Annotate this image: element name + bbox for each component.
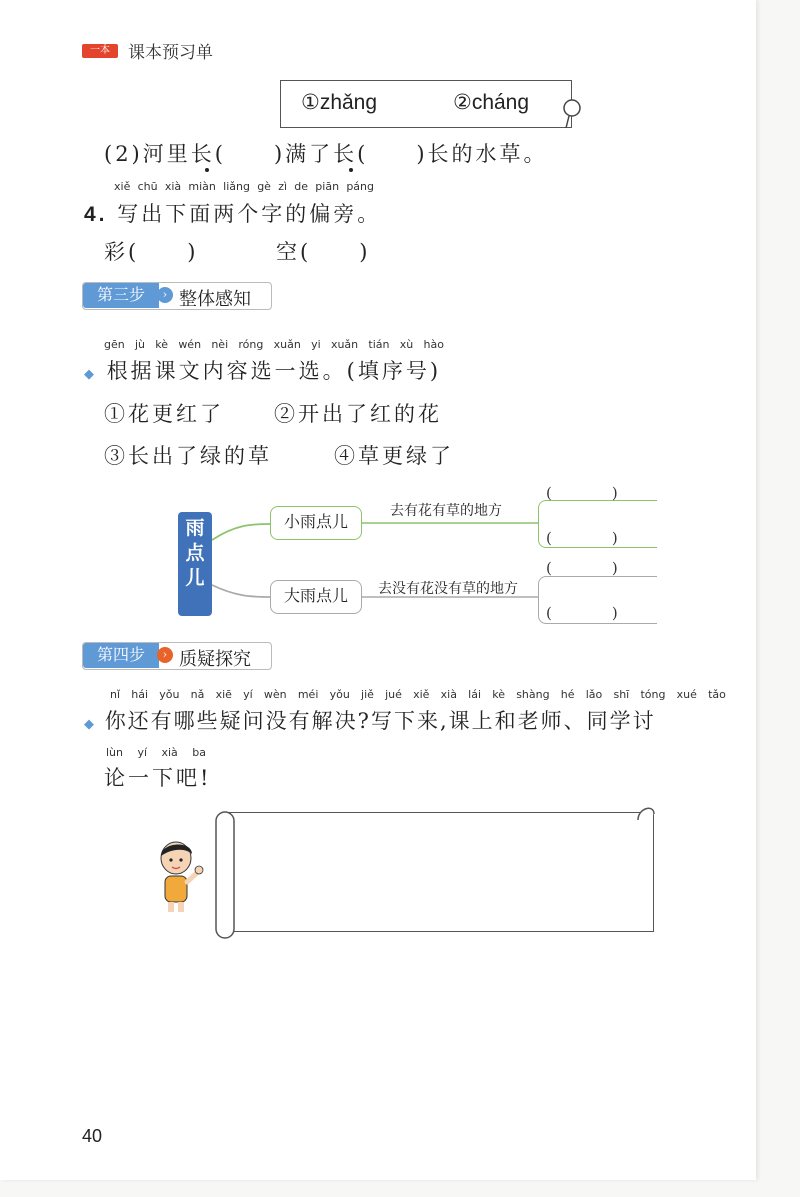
pinyin: yi [311, 338, 321, 351]
answer-blank: ( ) [546, 484, 618, 502]
pinyin: kè [155, 338, 169, 351]
pinyin: yí [137, 746, 148, 759]
diagram-dest-2: 去没有花没有草的地方 [378, 580, 518, 596]
pinyin: lái [468, 688, 482, 701]
diagram-node-small-raindrop: 小雨点儿 [270, 506, 362, 540]
pinyin: jué [385, 688, 402, 701]
pinyin: méi [297, 688, 319, 701]
pinyin: lǎo [585, 688, 603, 701]
diagram-root-node [178, 512, 212, 616]
pinyin: tǎo [708, 688, 726, 701]
pinyin: shàng [516, 688, 550, 701]
pinyin: xià [161, 746, 178, 759]
choice-option-4: ④草更绿了 [334, 444, 454, 468]
question-number: 4. [84, 203, 108, 226]
pinyin: xià [164, 180, 182, 193]
pinyin: hé [560, 688, 575, 701]
pinyin: xuǎn [330, 338, 359, 351]
answer-blank: ( ) [546, 529, 618, 547]
pinyin: liǎng [223, 180, 250, 193]
pinyin: wén [178, 338, 202, 351]
choice-option-1: ①花更红了 [104, 402, 224, 426]
step-4-question-line-1 [84, 705, 656, 735]
page-header-title: 课本预习单 [128, 43, 213, 62]
pinyin: nèi [211, 338, 229, 351]
diamond-bullet-icon: ◆ [84, 367, 97, 382]
scroll-roll-right [636, 800, 658, 824]
cartoon-boy-icon [152, 838, 208, 914]
step-4-question-text-2: 论一下吧! [104, 766, 212, 790]
pinyin: nǎ [190, 688, 205, 701]
step-3-badge: 第三步 [83, 283, 159, 308]
pinyin: piān [315, 180, 340, 193]
page-number: 40 [82, 1126, 103, 1146]
radical-blank-2: 空( ) [276, 240, 371, 264]
pinyin: yǒu [159, 688, 180, 701]
arrow-right-icon: › [157, 287, 173, 303]
pinyin: tián [368, 338, 390, 351]
answer-blank: ( ) [546, 559, 618, 577]
pinyin: zì [278, 180, 288, 193]
radical-blank-1: 彩( ) [104, 240, 199, 264]
step-4-header [82, 642, 272, 670]
pinyin: róng [238, 338, 264, 351]
pinyin: ba [192, 746, 206, 759]
pinyin: xuǎn [273, 338, 301, 351]
question-2-text: (2)河里长( )满了长( )长的水草。 [104, 142, 548, 166]
choice-option-3: ③长出了绿的草 [104, 444, 272, 468]
scroll-roll-left [210, 806, 242, 942]
question-4-text: 写出下面两个字的偏旁。 [117, 202, 382, 226]
brand-tag: 一本 [82, 44, 118, 58]
pinyin: hái [131, 688, 149, 701]
pinyin: páng [346, 180, 374, 193]
pinyin: de [294, 180, 309, 193]
pinyin: jù [135, 338, 146, 351]
pinyin: xiě [413, 688, 430, 701]
step-4-question-text-1: 你还有哪些疑问没有解决?写下来,课上和老师、同学讨 [104, 709, 656, 733]
step-4-pinyin-line-1 [110, 688, 726, 701]
step-4-badge: 第四步 [83, 643, 159, 668]
pinyin: yí [243, 688, 253, 701]
pinyin: xiē [215, 688, 232, 701]
pinyin-option-1: ①zhǎng [301, 91, 378, 114]
diamond-bullet-icon: ◆ [84, 717, 96, 732]
diagram-dest-1: 去有花有草的地方 [390, 502, 502, 518]
pinyin: shī [613, 688, 630, 701]
arrow-right-icon: › [157, 647, 173, 663]
pinyin: miàn [188, 180, 216, 193]
answer-writing-scroll[interactable] [224, 812, 654, 932]
step-3-question-text: 根据课文内容选一选。(填序号) [106, 359, 442, 383]
diagram-node-big-raindrop: 大雨点儿 [270, 580, 362, 614]
pinyin: yǒu [329, 688, 350, 701]
step-3-title: 整体感知 [179, 289, 251, 309]
pinyin: hào [423, 338, 444, 351]
pinyin: xià [440, 688, 457, 701]
pinyin: xù [399, 338, 414, 351]
pinyin: lùn [106, 746, 123, 759]
pinyin-option-2: ②cháng [453, 91, 530, 114]
pinyin: kè [492, 688, 505, 701]
pinyin: gēn [104, 338, 125, 351]
pinyin: xué [676, 688, 697, 701]
step-4-pinyin-line-2 [106, 746, 206, 759]
pinyin: jiě [361, 688, 374, 701]
diagram-root-label: 雨点儿 [185, 518, 205, 589]
pinyin: nǐ [110, 688, 121, 701]
pinyin: wèn [263, 688, 287, 701]
pinyin: xiě [114, 180, 131, 193]
step-4-title: 质疑探究 [179, 649, 251, 669]
pinyin: tóng [640, 688, 666, 701]
choice-option-2: ②开出了红的花 [274, 402, 442, 426]
answer-blank: ( ) [546, 604, 618, 622]
pinyin: chū [137, 180, 158, 193]
pinyin: gè [257, 180, 271, 193]
